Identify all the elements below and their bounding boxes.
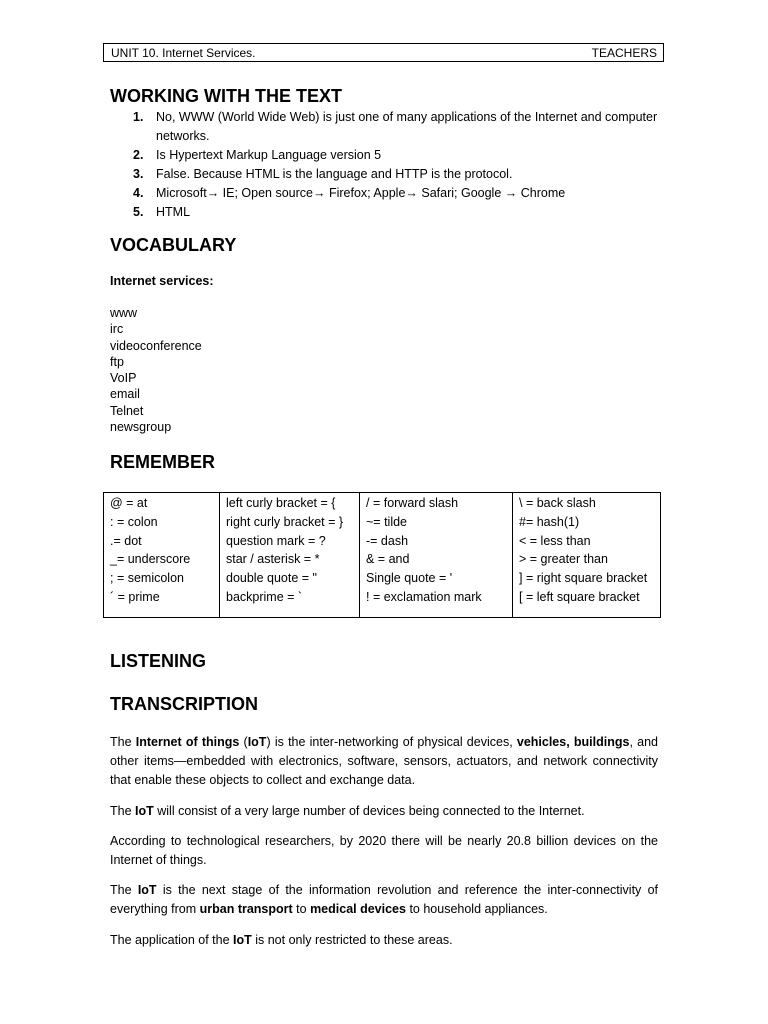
table-cell: .= dot: [110, 533, 142, 548]
heading-listening: LISTENING: [110, 651, 207, 671]
list-item: 1. No, WWW (World Wide Web) is just one of many applications of the Internet and computer networks.: [133, 110, 658, 143]
table-cell: backprime = `: [226, 589, 303, 604]
list-item: VoIP: [110, 371, 137, 386]
table-cell: @ = at: [110, 496, 148, 510]
table-cell: & = and: [366, 552, 410, 567]
transcription-paragraph: The Internet of things (IoT) is the inter-networking of physical devices, vehicles, buildings, and other items—embedded with electronics, software, sensors, actuators, and network connectivity that enable these objects to collect and exchange data.: [110, 735, 658, 787]
transcription-paragraph: The application of the IoT is not only restricted to these areas.: [110, 933, 453, 947]
table-column: [104, 493, 220, 618]
answer-list: [133, 108, 663, 222]
list-item: Telnet: [110, 403, 144, 418]
vocab-list: [110, 305, 202, 435]
table-cell: -= dash: [366, 533, 409, 548]
table-cell: star / asterisk = *: [226, 552, 320, 567]
table-cell: Single quote = ': [366, 571, 453, 586]
list-item: www: [110, 306, 138, 320]
list-item: videoconference: [110, 338, 202, 353]
transcription-paragraph: The IoT will consist of a very large number of devices being connected to the Internet.: [110, 804, 585, 818]
table-cell: < = less than: [519, 533, 591, 548]
table-cell: > = greater than: [519, 552, 608, 567]
page-header: [103, 43, 664, 62]
list-item: 5. HTML: [133, 205, 191, 219]
list-item: 4. Microsoft→ IE; Open source→ Firefox; Apple→ Safari; Google → Chrome: [133, 186, 566, 200]
table-cell: left curly bracket = {: [226, 496, 336, 510]
list-item: 2. Is Hypertext Markup Language version 5: [133, 148, 382, 162]
vocab-label: Internet services:: [110, 274, 214, 288]
heading-vocabulary: VOCABULARY: [110, 235, 237, 255]
transcription-paragraph: The IoT is the next stage of the information revolution and reference the inter-connectivity of everything from urban transport to medical devices to household appliances.: [110, 883, 658, 916]
table-cell: ! = exclamation mark: [366, 589, 482, 604]
table-cell: [ = left square bracket: [519, 589, 640, 604]
table-cell: #= hash(1): [519, 514, 580, 529]
list-item: email: [110, 387, 140, 402]
table-cell: question mark = ?: [226, 533, 326, 548]
table-cell: ; = semicolon: [110, 571, 184, 586]
heading-transcription: TRANSCRIPTION: [110, 694, 258, 714]
heading-working-with-text: WORKING WITH THE TEXT: [110, 86, 342, 106]
table-cell: : = colon: [110, 514, 158, 529]
table-cell: ] = right square bracket: [519, 571, 648, 586]
symbols-table: [103, 492, 661, 618]
table-cell: / = forward slash: [366, 496, 459, 510]
table-cell: ~= tilde: [366, 514, 408, 529]
table-column: [513, 493, 661, 618]
list-item: newsgroup: [110, 420, 172, 435]
table-cell: right curly bracket = }: [226, 514, 344, 529]
list-item: ftp: [110, 354, 124, 369]
heading-remember: REMEMBER: [110, 452, 216, 472]
table-column: [360, 493, 513, 618]
table-cell: \ = back slash: [519, 496, 596, 510]
teachers-label: TEACHERS: [591, 45, 657, 60]
table-cell: _= underscore: [110, 552, 191, 567]
list-item: irc: [110, 322, 124, 337]
table-cell: double quote = ": [226, 571, 317, 586]
unit-title: UNIT 10. Internet Services.: [111, 45, 256, 60]
table-column: [220, 493, 360, 618]
table-cell: ´ = prime: [110, 589, 160, 604]
transcription-paragraph: According to technological researchers, by 2020 there will be nearly 20.8 billion devices on the Internet of things.: [110, 834, 658, 867]
list-item: 3. False. Because HTML is the language and HTTP is the protocol.: [133, 167, 513, 181]
